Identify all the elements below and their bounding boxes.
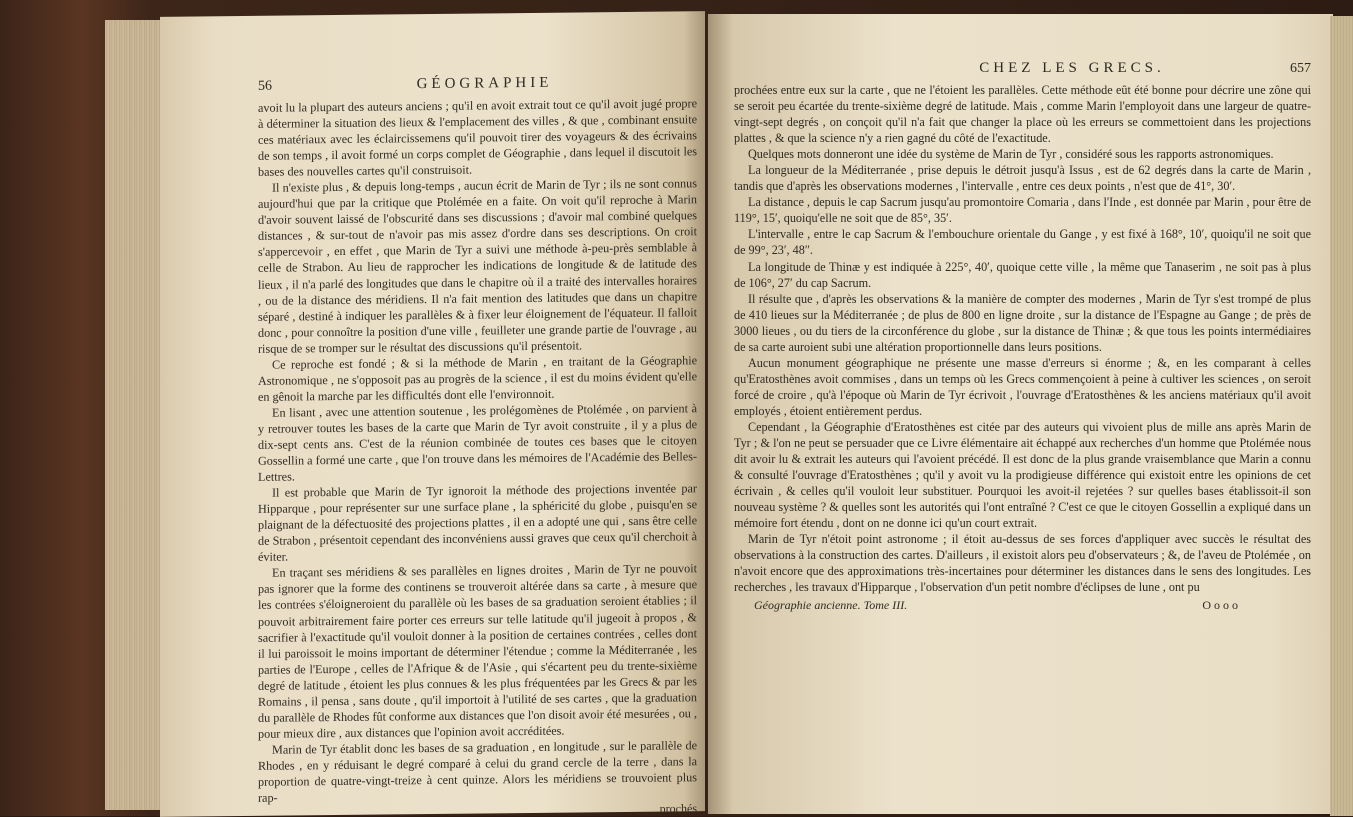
right-paragraph: Quelques mots donneront une idée du système de Marin de Tyr , considéré sous les rapports astronomiques. [748,147,1274,162]
footer-title: Géographie ancienne. Tome III. [754,597,908,612]
right-page-header [734,60,1311,80]
right-page [708,14,1333,814]
right-page-number: 657 [1290,61,1311,76]
left-paragraph: Ce reproche est fondé ; & si la méthode de Marin , en traitant de la Géographie Astronomique , ne s'opposoit pas au progrès de la science , il est du moins évident qu'elle en gênoit la marche par les difficultés dont elle l'environnoit. [258,352,697,404]
left-paragraph: En traçant ses méridiens & ses parallèles en lignes droites , Marin de Tyr ne pouvoit pas ignorer que la forme des continens se trouveroit altérée dans sa carte , à mesure que les contrées s'éloigneroient du parallèle où les bases de sa graduation seroient établies ; il pouvoit arbitrairement faire porter ces erreurs sur telle latitude qu'il jugeoit à propos , & sacrifier à l'exactitude qu'il vouloit donner à la position de certaines contrées , celles dont il lui paroissoit le moins important de déterminer l'étendue ; comme la Méditerranée , les parties de l'Europe , celles de l'Afrique & de l'Asie , qui s'écartent peu du trente-sixième degré de latitude , étoient les plus connues & les plus fréquentées par les Grecs & par les Romains , il pensa , sans doute , qu'il importoit à l'utilité de ses cartes , que la graduation du parallèle de Rhodes fût conforme aux distances que l'on disoit avoir été mesurées , ou , pour mieux dire , aux distances que l'opinion avoit accréditées. [258,561,697,741]
catchword: prochés [659,801,697,816]
left-paragraph: En lisant , avec une attention soutenue , les prolégomènes de Ptolémée , on parvient à y retrouver toutes les bases de la carte que Marin de Tyr avoit construite , il y a plus de dix-sept cents ans. C'est de la réunion combinée de toutes ces bases que le citoyen Gossellin a formé une carte , que l'on trouve dans les mémoires de l'Académie des Belles-Lettres. [258,401,697,484]
right-paragraph: Marin de Tyr n'étoit point astronome ; il étoit au-dessus de ses forces d'appliquer avec succès le résultat des observations à la construction des cartes. D'ailleurs , il existoit alors peu d'observateurs ; &, de l'aveu de Ptolémée , on n'avoit encore que des approximations très-incertaines pour déterminer les distances dans le sens des longitudes. Les recherches , les travaux d'Hipparque , l'observation d'un petit nombre d'éclipses de lune , ont pu [734,532,1311,595]
left-paragraph: Il est probable que Marin de Tyr ignoroit la méthode des projections inventée par Hipparque , pour représenter sur une surface plane , la sphéricité du globe , puisqu'en se plaignant de la défectuosité des projections plattes , il en a adopté une qui , sans être celle de Strabon , présentoit cependant des inconvéniens aussi graves que ceux qu'il cherchoit à éviter. [258,481,697,565]
right-paragraph: Aucun monument géographique ne présente une masse d'erreurs si énorme ; &, en les comparant à celles qu'Eratosthènes avoit commises , dans un temps où les Grecs commençoient à peine à cultiver les sciences , on seroit forcé de croire , qu'à l'époque où Marin de Tyr écrivoit , l'ouvrage d'Eratosthènes & les anciens matériaux qu'il avoit employés , étoient entièrement perdus. [734,355,1311,418]
right-paragraph: Il résulte que , d'après les observations & la manière de compter des modernes , Marin de Tyr s'est trompé de plus de 410 lieues sur la Méditerranée ; de plus de 800 en ligne droite , sur la distance de l'Espagne au Gange ; de près de 3000 lieues , ou du tiers de la circonférence du globe , sur la distance de Thinæ ; & que tous les points intermédiaires de sa carte auroient subi une altération proportionnelle dans leurs positions. [734,291,1311,354]
left-paragraph: avoit lu la plupart des auteurs anciens ; qu'il en avoit extrait tout ce qu'il avoit jugé propre à déterminer la situation des lieux & l'emplacement des villes , & que , combinant ensuite ces matériaux avec les éclaircissemens qu'il pouvoit tirer des voyageurs & des écrivains de son temps , il avoit formé un corps complet de Géographie , dans lequel il discutoit les bases des nouvelles cartes qu'il construisoit. [258,96,697,180]
page-edges-right [1330,16,1353,816]
right-paragraph: Cependant , la Géographie d'Eratosthènes est citée par des auteurs qui vivoient plus de mille ans après Marin de Tyr ; & l'on ne peut se persuader que ce Livre élémentaire ait échappé aux recherches d'un homme que Ptolémée nous dit avoir lu & extrait les auteurs qui l'avoient précédé. Il est donc de la plus grande vraisemblance que Marin a connu & consulté l'ouvrage d'Eratosthènes ; qu'il y avoit vu la prodigieuse différence qui existoit entre les opinions de cet écrivain , & celles qu'il vouloit leur substituer. Pourquoi les avoit-il rejetées ? sur quelles bases établissoit-il son nouveau système ? & quelles sont les autorités qui l'ont entraîné ? C'est ce que le citoyen Gossellin a expliqué dans un mémoire fort étendu , dont on ne donne ici qu'un court extrait. [734,419,1311,531]
left-page [160,11,705,817]
left-running-head: GÉOGRAPHIE [416,74,553,93]
left-paragraph: Il n'existe plus , & depuis long-temps , aucun écrit de Marin de Tyr ; ils ne sont connus aujourd'hui que par la critique que Ptolémée en a faite. On voit qu'il reproche à Marin d'avoir souvent laissé de l'obscurité dans ses discussions ; d'avoir mal combiné quelques distances , & sur-tout de n'avoir pas mis assez d'ordre dans ses descriptions. On croit s'appercevoir , en effet , que Marin de Tyr a suivi une méthode à-peu-près semblable à celle de Strabon. Au lieu de rapprocher les indications de longitude & de latitude des lieux , il n'a parlé des longitudes que dans le chapitre où il a traité des intervalles horaires , ou de la distance des méridiens. Il n'a fait mention des latitudes que dans un chapitre séparé , destiné à indiquer les parallèles & à fixer leur éloignement de l'équateur. Il falloit donc , pour connoître la position d'une ville , feuilleter une grande partie de l'ouvrage , au risque de se tromper sur le résultat des discussions qu'il présentoit. [258,176,697,356]
right-paragraph: La longueur de la Méditerranée , prise depuis le détroit jusqu'à Issus , est de 62 degrés dans la carte de Marin , tandis que d'après les observations modernes , l'intervalle , entre ces deux points , n'est que de 41°, 30′. [734,163,1311,194]
right-paragraph: La longitude de Thinæ y est indiquée à 225°, 40′, quoique cette ville , la même que Tanaserim , ne soit pas à plus de 106°, 27′ du cap Sacrum. [734,259,1311,290]
left-page-header [258,73,697,98]
right-paragraph: prochées entre eux sur la carte , que ne l'étoient les parallèles. Cette méthode eût été bonne pour décrire une zône qui se seroit peu écartée du trente-sixième degré de latitude. Mais , comme Marin l'employoit dans une largeur de quatre-vingt-sept degrés , on conçoit qu'il n'a fait que changer la place où les erreurs se commettoient dans les projections plattes , & que la science n'y a rien gagné du côté de l'exactitude. [734,83,1311,146]
page-edges-left [105,20,165,810]
right-paragraph: La distance , depuis le cap Sacrum jusqu'au promontoire Comaria , dans l'Inde , est donnée par Marin , pour être de 119°, 15′, quoiqu'elle ne soit que de 85°, 35′. [734,195,1311,226]
right-running-head: CHEZ LES GRECS. [979,60,1165,76]
signature-mark: Oooo [1202,597,1241,612]
right-paragraph: L'intervalle , entre le cap Sacrum & l'embouchure orientale du Gange , y est fixé à 168°, 10′, quoiqu'il ne soit que de 99°, 23′, 48″. [734,227,1311,258]
right-page-footer [734,598,1311,613]
left-paragraph: Marin de Tyr établit donc les bases de sa graduation , en longitude , sur le parallèle de Rhodes , en y réduisant le degré comparé à celui du grand cercle de la terre , dans la proportion de quatre-vingt-treize à cent quinze. Alors les méridiens se trouvoient plus rap- [258,738,697,805]
left-page-number: 56 [258,78,272,94]
